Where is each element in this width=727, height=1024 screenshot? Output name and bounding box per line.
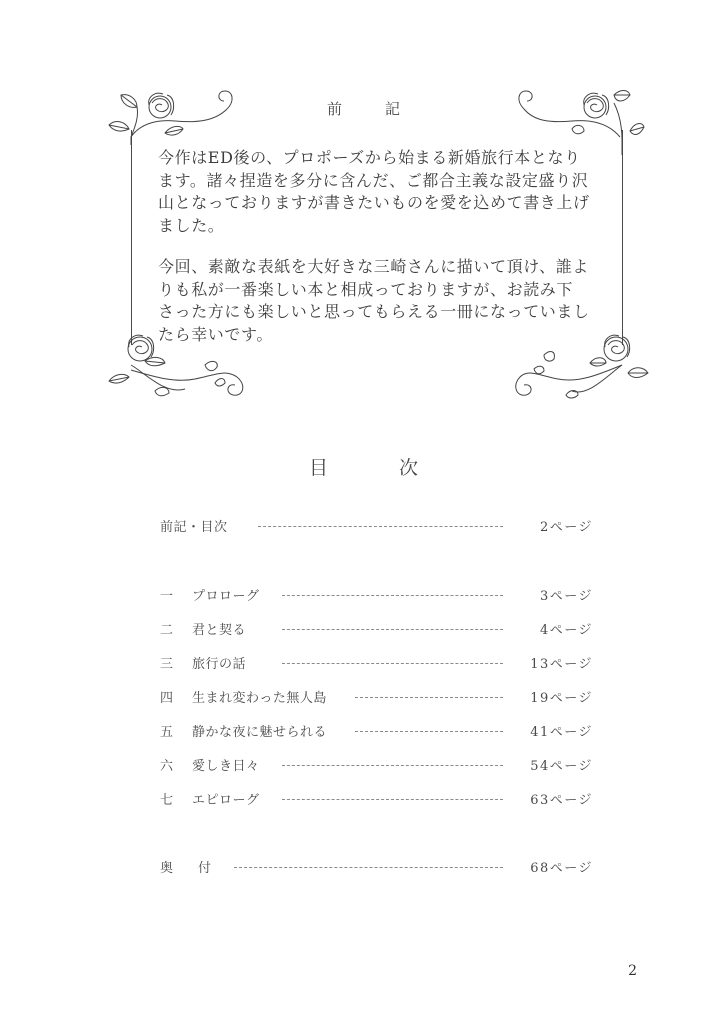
toc-entry-page: 4ページ [539, 623, 593, 638]
toc-leader-dots [355, 697, 503, 698]
toc-leader-dots [234, 867, 503, 868]
toc-leader-dots [282, 595, 503, 596]
toc-entry-number: 二 [160, 623, 174, 638]
toc-entry-number: 七 [160, 793, 174, 808]
preface-line: さった方にも楽しいと思ってもらえる一冊になっていまし [158, 302, 590, 321]
frame-left-line [131, 130, 132, 345]
toc-entry-page: 68ページ [530, 861, 593, 876]
toc-entry-label: 前記・目次 [160, 520, 228, 535]
toc-entry-chapter-3[interactable] [160, 653, 593, 673]
toc-entry-page: 63ページ [530, 793, 593, 808]
toc-entry-chapter-6[interactable] [160, 755, 593, 775]
toc-entry-preface[interactable] [160, 516, 593, 536]
toc-entry-chapter-5[interactable] [160, 721, 593, 741]
preface-line: 山となっておりますが書きたいものを愛を込めて書き上げ [158, 193, 590, 212]
preface-line: ました。 [158, 215, 225, 235]
toc-entry-number: 六 [160, 759, 174, 774]
toc-entry-chapter-1[interactable] [160, 585, 593, 605]
toc-entry-page: 2ページ [539, 520, 593, 535]
toc-title: 目 次 [308, 457, 444, 479]
toc-entry-number: 三 [160, 657, 174, 672]
toc-entry-number: 一 [160, 589, 174, 604]
toc-entry-number: 五 [160, 725, 174, 740]
toc-entry-chapter-7[interactable] [160, 789, 593, 809]
toc-entry-page: 54ページ [530, 759, 593, 774]
toc-leader-dots [282, 629, 503, 630]
preface-line: 今作はED後の、プロポーズから始まる新婚旅行本となり [158, 148, 581, 167]
toc-entry-page: 13ページ [530, 657, 593, 672]
toc-entry-label: 静かな夜に魅せられる [192, 725, 328, 740]
toc-entry-chapter-2[interactable] [160, 619, 593, 639]
toc-entry-page: 41ページ [530, 725, 593, 740]
page-number: 2 [628, 963, 637, 979]
toc-leader-dots [258, 526, 503, 527]
toc-leader-dots [282, 663, 503, 664]
preface-line: 今回、素敵な表紙を大好きな三崎さんに描いて頂け、誰よ [158, 257, 589, 276]
toc-entry-label: プロローグ [192, 589, 260, 604]
toc-entry-label: 愛しき日々 [192, 759, 260, 774]
preface-title: 前 記 [326, 100, 414, 118]
toc-entry-colophon[interactable] [160, 857, 593, 877]
toc-entry-chapter-4[interactable] [160, 687, 593, 707]
toc-entry-label: 生まれ変わった無人島 [192, 691, 327, 706]
toc-entry-label: 奥 付 [160, 861, 218, 876]
frame-right-line [622, 130, 623, 345]
toc-entry-number: 四 [160, 691, 174, 706]
toc-entry-label: 旅行の話 [192, 657, 247, 672]
toc-entry-label: エピローグ [192, 793, 260, 808]
preface-paragraph-1 [158, 147, 598, 237]
preface-line: ます。諸々捏造を多分に含んだ、ご都合主義な設定盛り沢 [158, 170, 589, 190]
rose-ornament-top-right [510, 85, 650, 155]
toc-leader-dots [355, 731, 503, 732]
toc-entry-page: 19ページ [530, 691, 593, 706]
preface-line: りも私が一番楽しい本と相成っておりますが、お読み下 [158, 279, 574, 299]
toc-leader-dots [282, 799, 503, 800]
toc-entry-label: 君と契る [192, 623, 247, 638]
preface-paragraph-2 [158, 256, 598, 346]
toc-leader-dots [282, 765, 503, 766]
toc-entry-page: 3ページ [539, 589, 593, 604]
preface-line: たら幸いです。 [158, 324, 273, 344]
